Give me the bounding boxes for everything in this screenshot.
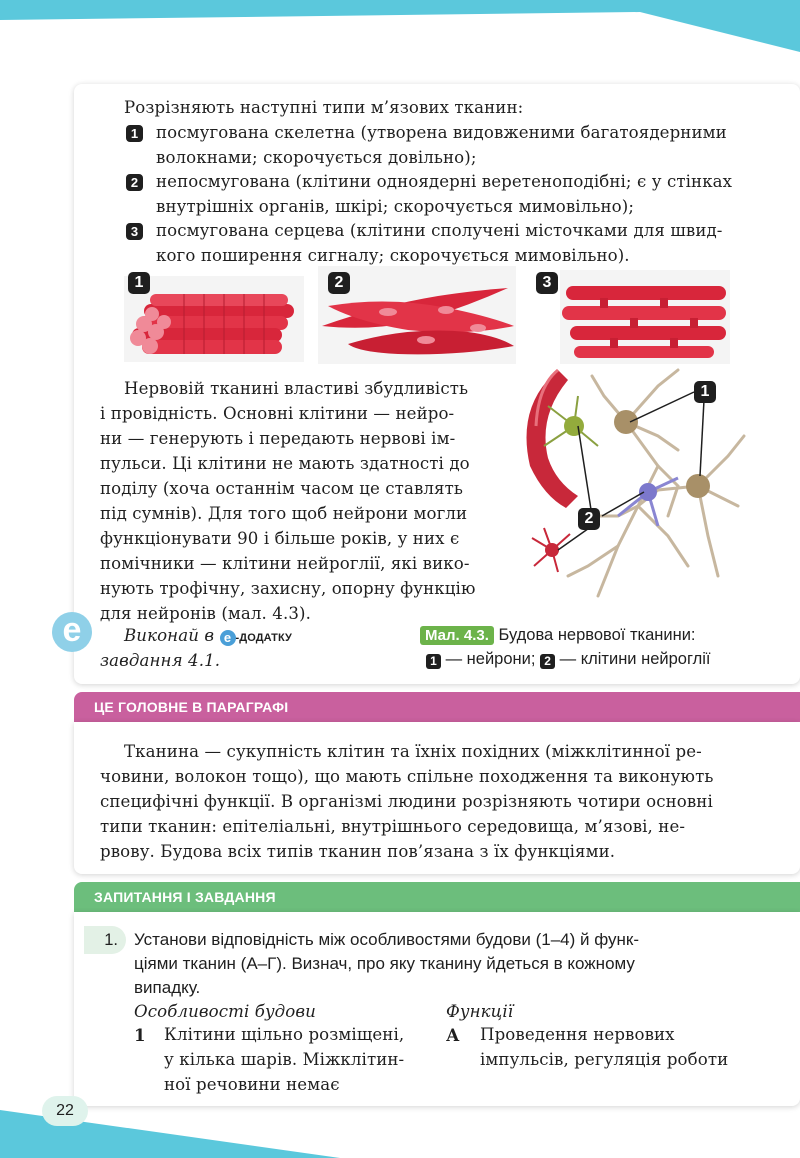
muscle-item-3-line1: посмугована серцева (клітини сполучені місточками для швид-	[156, 221, 723, 240]
nerve-text-line-7: функціонувати 90 і більше років, у них є	[100, 529, 460, 548]
top-decor-band	[0, 0, 800, 60]
nerve-text-line-5: поділу (хоча останнім часом це ставлять	[100, 479, 464, 498]
nerve-tissue-illustration	[508, 366, 748, 620]
function-item-a-line-1: Проведення нервових	[480, 1025, 675, 1044]
muscle-figure-label-3: 3	[536, 272, 558, 294]
caption-badge-1: 1	[426, 654, 441, 669]
muscle-item-2-number: 2	[126, 174, 143, 191]
question-1-line-2: ціями тканин (А–Г). Визнач, про яку тканину йдеться в кожному	[134, 954, 635, 973]
nerve-text-line-10: для нейронів (мал. 4.3).	[100, 604, 311, 623]
muscle-intro: Розрізняють наступні типи м’язових тканин:	[124, 98, 524, 117]
nerve-figure-label-1: 1	[694, 381, 716, 403]
structure-item-1-number: 1	[134, 1025, 146, 1045]
nerve-text-line-8: помічники — клітини нейроглії, які вико-	[100, 554, 470, 573]
summary-line-1: Тканина — сукупність клітин та їхніх похідних (міжклітинної ре-	[124, 742, 702, 761]
muscle-item-1-line1: посмугована скелетна (утворена видовженими багатоядерними	[156, 123, 727, 142]
caption-badge-2: 2	[540, 654, 555, 669]
main-summary-header: ЦЕ ГОЛОВНЕ В ПАРАГРАФІ	[74, 692, 800, 722]
caption-text-1: — нейрони;	[445, 650, 536, 668]
figure-caption-line-2	[426, 648, 711, 670]
nerve-text-line-1: Нервовій тканині властиві збудливість	[124, 379, 469, 398]
muscle-item-2-line1: непосмугована (клітини одноядерні веретеноподібні; є у стінках	[156, 172, 733, 191]
cardiac-muscle-illustration	[560, 270, 730, 364]
caption-text-2: — клітини нейроглії	[559, 650, 711, 668]
structure-item-1-line-2: у кілька шарів. Міжклітин-	[164, 1050, 405, 1069]
structure-item-1-line-1: Клітини щільно розміщені,	[164, 1025, 405, 1044]
figure-caption-line-1	[420, 624, 696, 647]
muscle-item-1-number: 1	[126, 125, 143, 142]
nerve-text-line-3: ни — генерують і передають нервові ім-	[100, 429, 456, 448]
question-1-number: 1.	[84, 926, 126, 954]
page-number: 22	[42, 1096, 88, 1126]
figure-caption-title: Будова нервової тканини:	[498, 626, 696, 644]
column-functions-title: Функції	[446, 1002, 514, 1021]
nerve-text-line-2: і провідність. Основні клітини — нейро-	[100, 404, 455, 423]
muscle-figure-label-1: 1	[128, 272, 150, 294]
function-item-a-line-2: імпульсів, регуляція роботи	[480, 1050, 729, 1069]
questions-header: ЗАПИТАННЯ І ЗАВДАННЯ	[74, 882, 800, 912]
muscle-item-1-line2: волокнами; скорочується довільно);	[156, 148, 477, 167]
e-addon-link[interactable]: -ДОДАТКУ	[235, 632, 292, 644]
structure-item-1-line-3: ної речовини немає	[164, 1075, 340, 1094]
figure-caption-tag: Мал. 4.3.	[420, 626, 494, 645]
summary-line-2: човини, волокон тощо), що мають спільне походження та виконують	[100, 767, 714, 786]
summary-line-3: специфічні функції. В організмі людини розрізняють чотири основні	[100, 792, 713, 811]
nerve-figure-label-2: 2	[578, 508, 600, 530]
e-addon-icon[interactable]: е	[220, 630, 236, 646]
nerve-text-line-6: під сумнів). Для того щоб нейрони могли	[100, 504, 468, 523]
summary-line-4: типи тканин: епітеліальні, внутрішнього середовища, м’язові, не-	[100, 817, 686, 836]
question-1-line-1: Установи відповідність між особливостями будови (1–4) й функ-	[134, 930, 640, 949]
question-1-line-3: випадку.	[134, 978, 201, 997]
function-item-a-letter: А	[446, 1025, 460, 1045]
summary-line-5: рвову. Будова всіх типів тканин пов’язана з їх функціями.	[100, 842, 616, 861]
skeletal-muscle-figure	[124, 276, 304, 362]
column-structure-title: Особливості будови	[134, 1002, 316, 1021]
cardiac-muscle-figure	[560, 270, 730, 364]
muscle-item-3-line2: кого поширення сигналу; скорочується мимовільно).	[156, 246, 630, 265]
task-line-1	[124, 624, 292, 651]
muscle-figure-label-2: 2	[328, 272, 350, 294]
muscle-item-2-line2: внутрішніх органів, шкірі; скорочується мимовільно);	[156, 197, 635, 216]
e-addon-marker-icon: e	[52, 612, 92, 652]
nerve-text-line-9: нують трофічну, захисну, опорну функцію	[100, 579, 476, 598]
nerve-text-line-4: пульси. Ці клітини не мають здатності до	[100, 454, 470, 473]
muscle-item-3-number: 3	[126, 223, 143, 240]
task-line-2: завдання 4.1.	[100, 651, 221, 670]
bottom-decor-band	[0, 1100, 800, 1158]
skeletal-muscle-illustration	[124, 276, 304, 362]
task-prefix: Виконай в	[124, 626, 220, 645]
